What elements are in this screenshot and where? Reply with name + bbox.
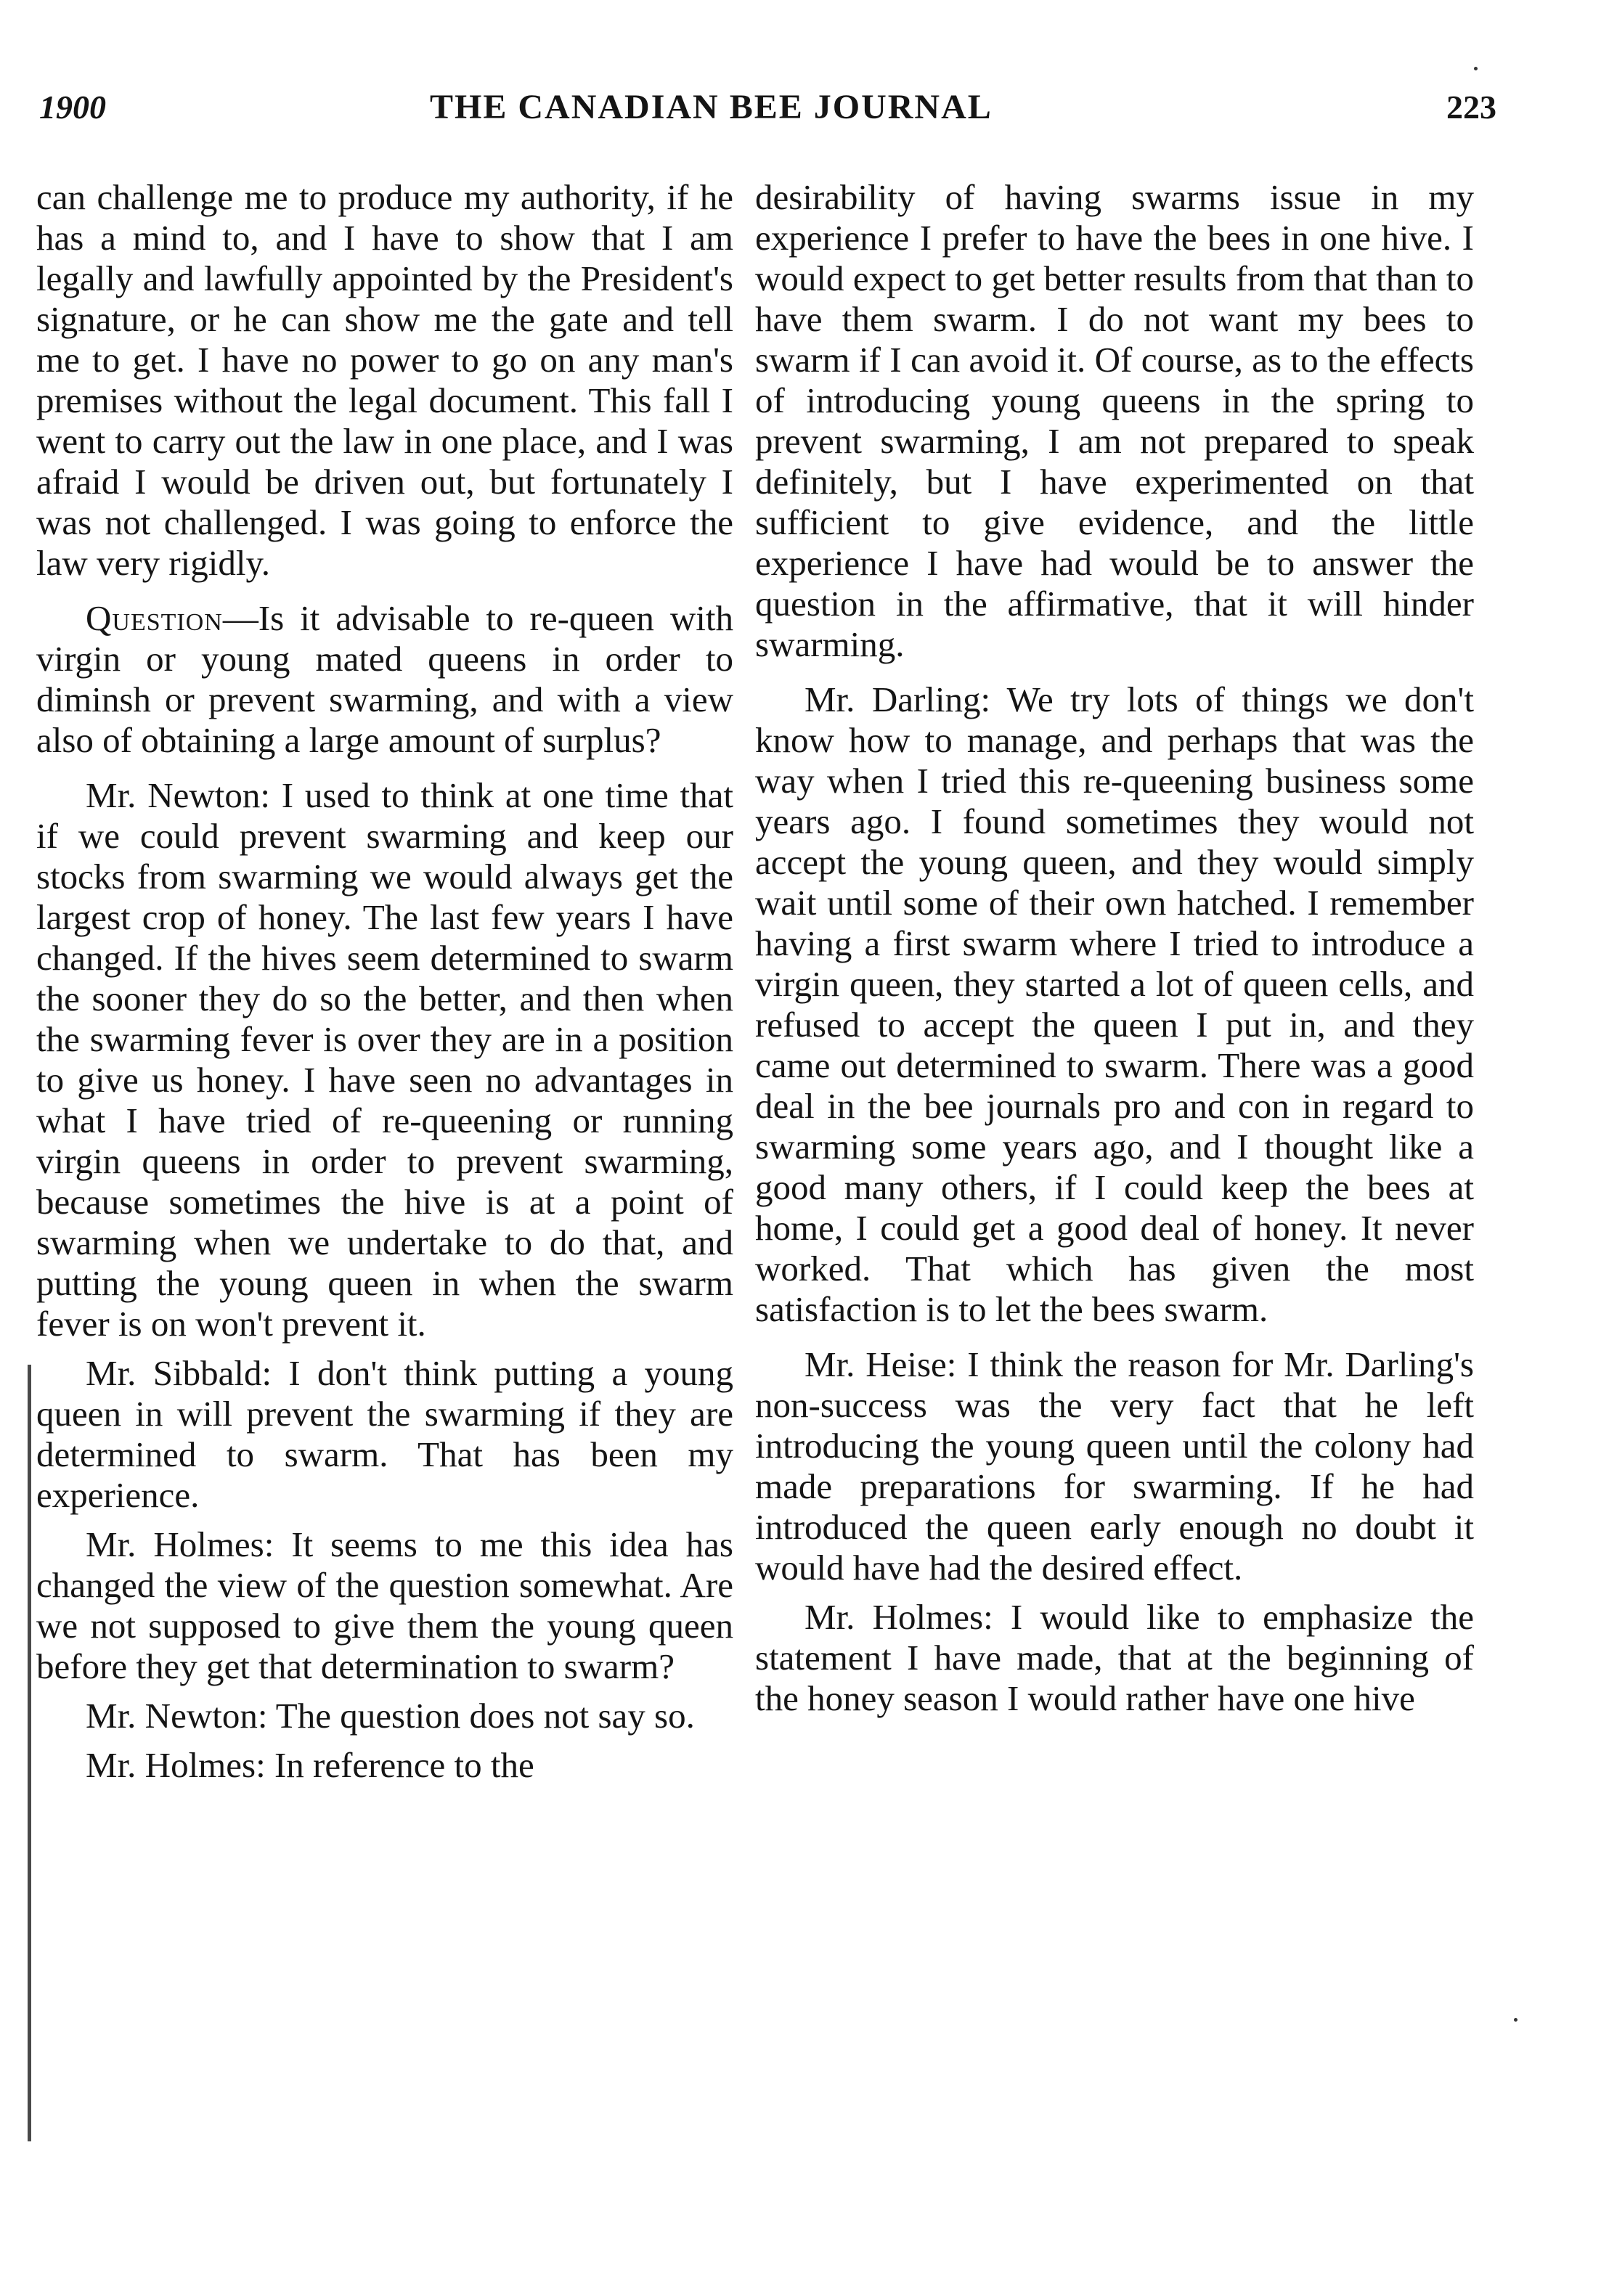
speaker-name: Mr. Newton: [86,775,270,815]
speaker-name: Mr. Newton: [86,1696,268,1736]
margin-scan-rule [28,1365,31,2141]
paragraph [755,679,1474,1330]
scan-speck [1514,2018,1518,2022]
paragraph-text: I used to think at one time that if we could prevent swarming and keep our stocks from swarming we would always get the largest crop of honey. The last few years I have changed. If the hives seem determined to swarm the sooner they do so the better, and then when the swarming fever is over they are in a position to give us honey. I have seen no advantages in what I have tried of re-queening or running virgin queens in order to prevent swarming, because sometimes the hive is at a point of swarming when we undertake to do that, and putting the young queen in when the swarm fever is on won't prevent it. [36,775,733,1344]
header-year: 1900 [39,89,106,126]
paragraph [36,1524,733,1687]
speaker-name: Mr. Darling: [804,679,991,719]
speaker-name: Mr. Holmes: [804,1597,993,1637]
paragraph [755,177,1474,665]
paragraph-text: In reference to the [265,1745,534,1785]
paragraph-text: can challenge me to produce my authority, if he has a mind to, and I have to show that I am legally and lawfully appointed by the President's signature, or he can show me the gate and tell me to get. I have no power to go on any man's premises without the legal document. This fall I went to carry out the law in one place, and I was afraid I would be driven out, but fortunately I was not challenged. I was going to enforce the law very rigidly. [36,177,733,583]
speaker-name: Mr. Holmes: [86,1524,274,1564]
paragraph-text: We try lots of things we don't know how to manage, and perhaps that was the way when I tried this re-queening business some years ago. I found sometimes they would not accept the young queen, and they would simply wait until some of their own hatched. I remember having a first swarm where I tried to introduce a virgin queen, they started a lot of queen cells, and refused to accept the queen I put in, and they came out determined to swarm. There was a good deal in the bee journals pro and con in regard to swarming some years ago, and I thought like a good many others, if I could keep the bees at home, I could get a good deal of honey. It never worked. That which has given the most satisfaction is to let the bees swarm. [755,679,1474,1329]
right-column [755,177,1474,1719]
paragraph [36,598,733,761]
paragraph-text: I would like to emphasize the statement I have made, that at the beginning of the honey season I would rather have one hive [755,1597,1474,1718]
paragraph [36,1696,733,1736]
page-number: 223 [1446,89,1496,126]
scan-speck [1474,67,1478,70]
paragraph [36,1353,733,1516]
journal-title: THE CANADIAN BEE JOURNAL [430,88,993,126]
speaker-name: Mr. Heise: [804,1344,957,1384]
paragraph [36,177,733,584]
paragraph [36,775,733,1344]
paragraph [36,1745,733,1786]
question-lead: Question [86,598,223,638]
paragraph-text: I don't think putting a young queen in will prevent the swarming if they are determined to swarm. That has been my experience. [36,1353,734,1515]
speaker-name: Mr. Sibbald: [86,1353,272,1393]
paragraph [755,1597,1474,1719]
paragraph [755,1344,1474,1588]
paragraph-text: It seems to me this idea has changed the view of the question somewhat. Are we not supposed to give them the young queen before they get that determination to swarm? [36,1524,733,1686]
paragraph-text: I think the reason for Mr. Darling's non-success was the very fact that he left introducing the young queen until the colony had made preparations for swarming. If he had introduced the queen early enough no doubt it would have had the desired effect. [755,1344,1474,1588]
paragraph-text: The question does not say so. [267,1696,695,1736]
running-header [0,86,1601,136]
paragraph-text: —Is it advisable to re-queen with virgin or young mated queens in order to diminsh or prevent swarming, and with a view also of obtaining a large amount of surplus? [36,598,733,760]
left-column [36,177,733,1786]
speaker-name: Mr. Holmes: [86,1745,266,1785]
paragraph-text: desirability of having swarms issue in my experience I prefer to have the bees in one hive. I would expect to get better results from that than to have them swarm. I do not want my bees to swarm if I can avoid it. Of course, as to the effects of introducing young queens in the spring to prevent swarming, I am not prepared to speak definitely, but I have experimented on that sufficient to give evidence, and the little experience I have had would be to answer the question in the affirmative, that it will hinder swarming. [755,177,1474,664]
